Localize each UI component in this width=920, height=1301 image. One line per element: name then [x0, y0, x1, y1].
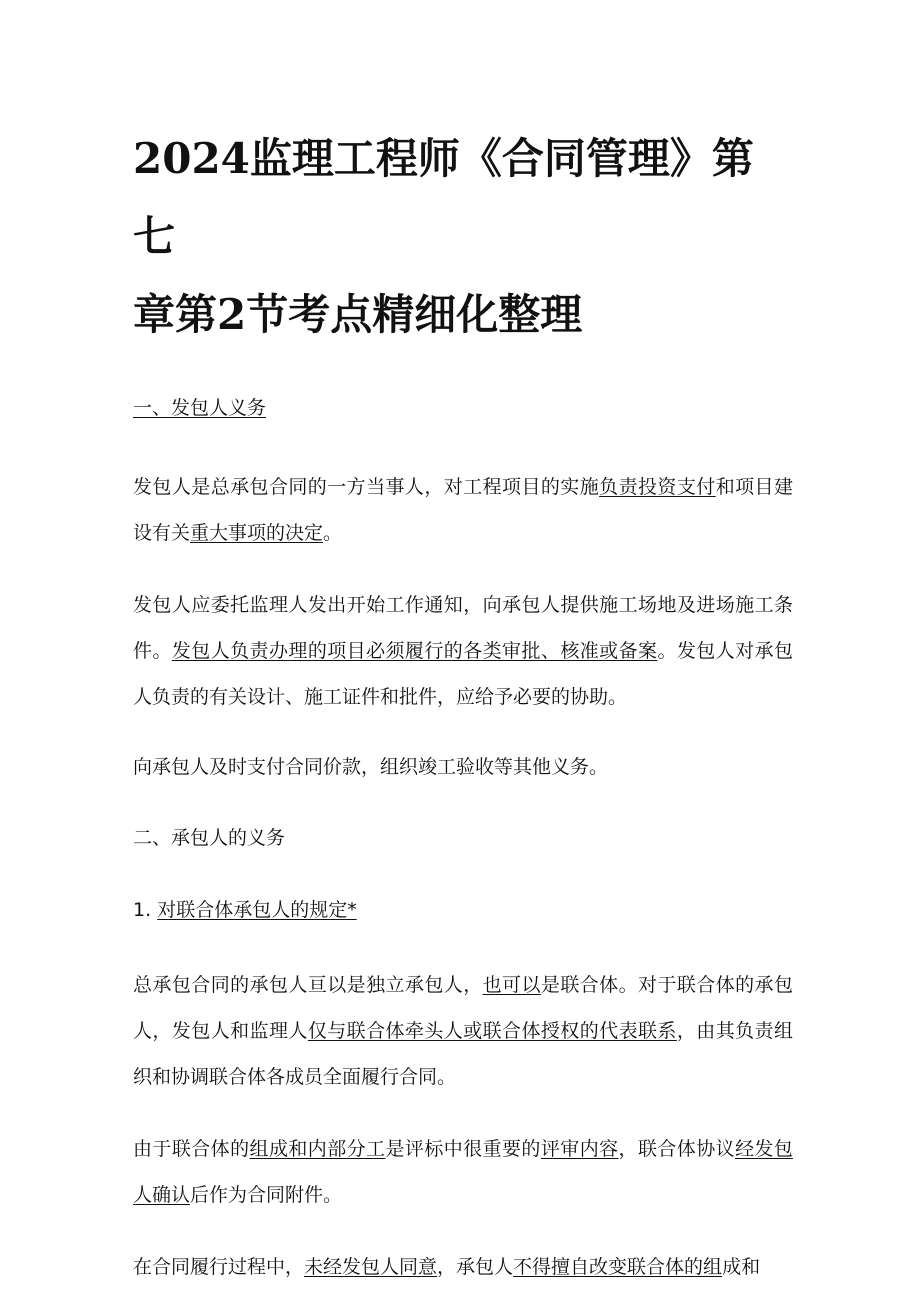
section-1-paragraph-3: 向承包人及时支付合同价款，组织竣工验收等其他义务。 — [133, 756, 609, 778]
document-title — [133, 120, 793, 354]
section-2-paragraph-3 — [133, 1244, 793, 1290]
underlined-text: 不得擅自改变联合体的组 — [513, 1256, 723, 1278]
underlined-text: 也可以 — [482, 974, 541, 996]
text-run: 发包人是总承包合同的一方当事人，对工程项目的实施 — [133, 476, 600, 498]
title-line-2: 章第2节考点精细化整理 — [133, 290, 583, 339]
subheading-text: 对联合体承包人的规定* — [157, 899, 357, 921]
section-1-paragraph-2 — [133, 582, 793, 720]
text-run: ，承包人 — [437, 1256, 514, 1278]
text-run: 是联合体。对于联合体的承包人，发包人和监理人 — [133, 974, 793, 1042]
underlined-text: 经发包人确认 — [133, 1138, 793, 1206]
underlined-text: 负责投资支付 — [599, 476, 716, 498]
text-run: 后作为合同附件。 — [190, 1184, 343, 1206]
text-run: ，联合体协议 — [618, 1138, 736, 1160]
text-run: 是评标中很重要的 — [385, 1138, 541, 1160]
text-run: 和项目建设有关 — [133, 476, 793, 544]
underlined-text: 发包人负责办理的项目必须履行的各类审批、核准或备案 — [171, 640, 658, 662]
text-run: 在合同履行过程中， — [133, 1256, 305, 1278]
underlined-text: 评审内容 — [540, 1138, 619, 1160]
section-2-paragraph-2 — [133, 1126, 793, 1218]
subheading-number: 1. — [133, 899, 152, 921]
section-1-heading-text: 一、发包人义务 — [133, 397, 267, 419]
section-1-paragraph-1 — [133, 464, 793, 556]
text-run: 由于联合体的 — [133, 1138, 250, 1160]
section-2-heading: 二、承包人的义务 — [133, 827, 286, 849]
section-1-heading — [133, 392, 793, 424]
text-run: 成和 — [722, 1256, 761, 1278]
document-page — [133, 120, 793, 1290]
text-run: ，由其负责组织和协调联合体各成员全面履行合同。 — [133, 1020, 793, 1088]
text-run: 。发包人对承包人负责的有关设计、施工证件和批件，应给予必要的协助。 — [133, 640, 793, 708]
underlined-text: 重大事项的决定 — [190, 522, 324, 544]
text-run: 。 — [323, 522, 343, 544]
section-2-paragraph-1 — [133, 962, 793, 1100]
underlined-text: 未经发包人同意 — [304, 1256, 438, 1278]
underlined-text: 组成和内部分工 — [249, 1138, 386, 1160]
underlined-text: 仅与联合体牵头人或联合体授权的代表联系 — [307, 1020, 677, 1042]
title-line-1: 2024监理工程师《合同管理》第七 — [133, 134, 754, 261]
text-run: 发包人应委托监理人发出开始工作通知，向承包人提供施工场地及进场施工条件。 — [133, 594, 793, 662]
text-run: 总承包合同的承包人亘以是独立承包人， — [133, 974, 483, 996]
section-2-subheading-1 — [133, 894, 793, 926]
